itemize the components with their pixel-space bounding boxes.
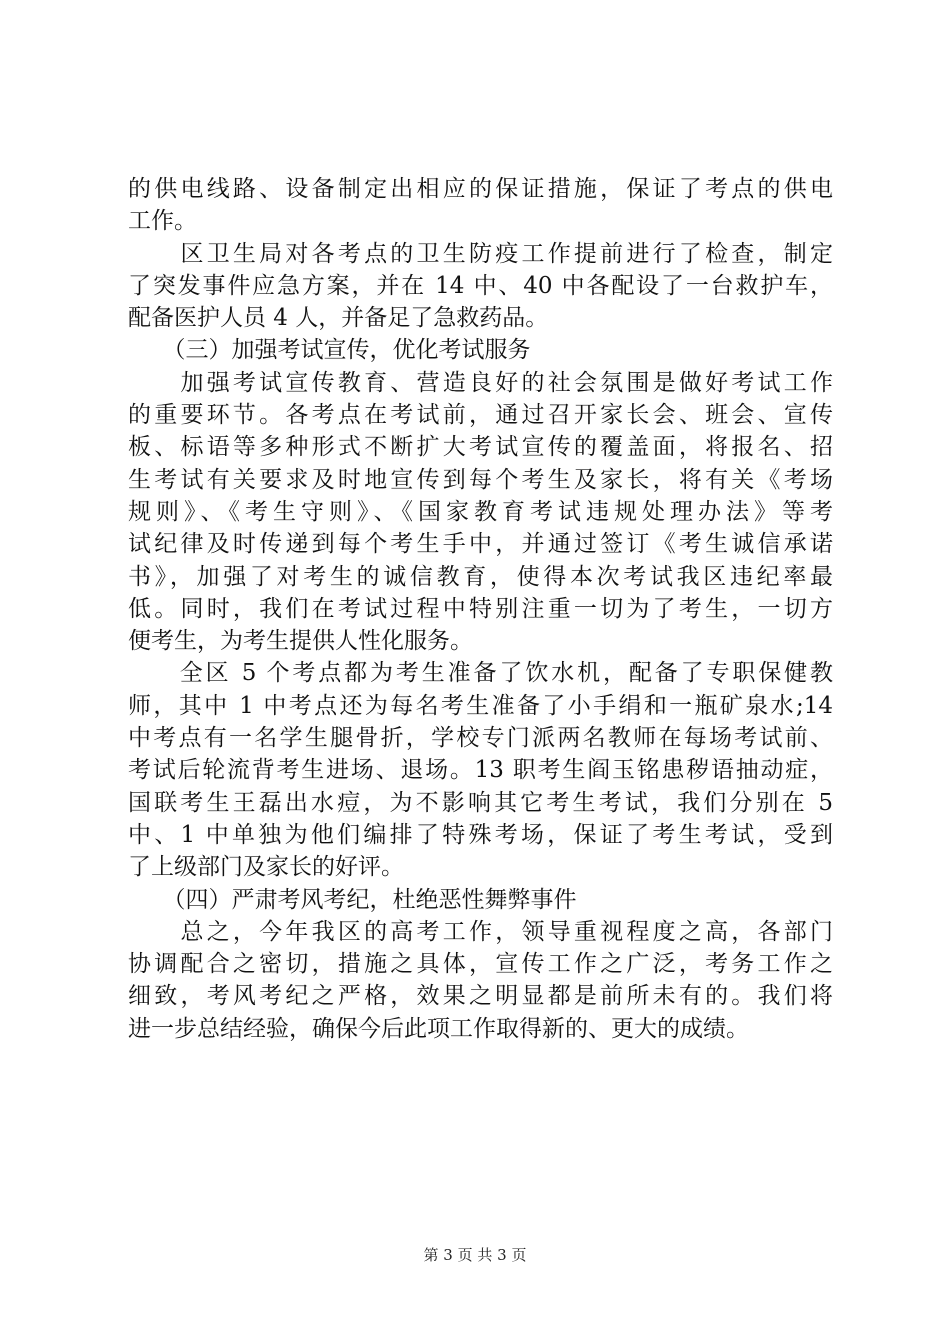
- page-footer: [0, 1245, 950, 1265]
- text-line: 考试后轮流背考生进场、退场。13 职考生阎玉铭患秽语抽动症，: [128, 757, 833, 784]
- text-line: 书》，加强了对考生的诚信教育，使得本次考试我区违纪率最: [128, 563, 833, 590]
- text-line: 了突发事件应急方案，并在 14 中、40 中各配设了一台救护车，: [128, 272, 833, 299]
- document-body: [128, 173, 833, 1045]
- text-line: 的重要环节。各考点在考试前，通过召开家长会、班会、宣传: [128, 402, 833, 429]
- text-line: 生考试有关要求及时地宣传到每个考生及家长，将有关《考场: [128, 466, 833, 493]
- text-line: 中考点有一名学生腿骨折，学校专门派两名教师在每场考试前、: [128, 725, 833, 752]
- text-line: 协调配合之密切，措施之具体，宣传工作之广泛，考务工作之: [128, 951, 833, 978]
- text-line: 了上级部门及家长的好评。: [128, 854, 404, 881]
- text-line: 规则》、《考生守则》、《国家教育考试违规处理办法》等考: [128, 498, 833, 525]
- text-line: 配备医护人员 4 人，并备足了急救药品。: [128, 305, 549, 332]
- text-line: 师，其中 1 中考点还为每名考生准备了小手绢和一瓶矿泉水;14: [128, 692, 833, 719]
- text-line: 细致，考风考纪之严格，效果之明显都是前所未有的。我们将: [128, 983, 833, 1010]
- text-line: 工作。: [128, 208, 197, 235]
- text-line: 区卫生局对各考点的卫生防疫工作提前进行了检查，制定: [128, 240, 833, 267]
- page-number-label: 第 3 页 共 3 页: [423, 1246, 527, 1264]
- text-line: 低。同时，我们在考试过程中特别注重一切为了考生，一切方: [128, 595, 833, 622]
- text-line: 中、1 中单独为他们编排了特殊考场，保证了考生考试，受到: [128, 821, 833, 848]
- text-line: 总之，今年我区的高考工作，领导重视程度之高，各部门: [128, 918, 833, 945]
- section-heading: （四）严肃考风考纪，杜绝恶性舞弊事件: [128, 886, 577, 913]
- text-line: 全区 5 个考点都为考生准备了饮水机，配备了专职保健教: [128, 660, 833, 687]
- section-heading: （三）加强考试宣传，优化考试服务: [128, 337, 531, 364]
- text-line: 进一步总结经验，确保今后此项工作取得新的、更大的成绩。: [128, 1015, 749, 1042]
- text-line: 的供电线路、设备制定出相应的保证措施，保证了考点的供电: [128, 176, 833, 202]
- text-line: 便考生，为考生提供人性化服务。: [128, 628, 473, 655]
- text-line: 板、标语等多种形式不断扩大考试宣传的覆盖面，将报名、招: [128, 434, 833, 461]
- text-line: 国联考生王磊出水痘，为不影响其它考生考试，我们分别在 5: [128, 789, 833, 816]
- text-line: 试纪律及时传递到每个考生手中，并通过签订《考生诚信承诺: [128, 531, 833, 558]
- text-line: 加强考试宣传教育、营造良好的社会氛围是做好考试工作: [128, 369, 833, 396]
